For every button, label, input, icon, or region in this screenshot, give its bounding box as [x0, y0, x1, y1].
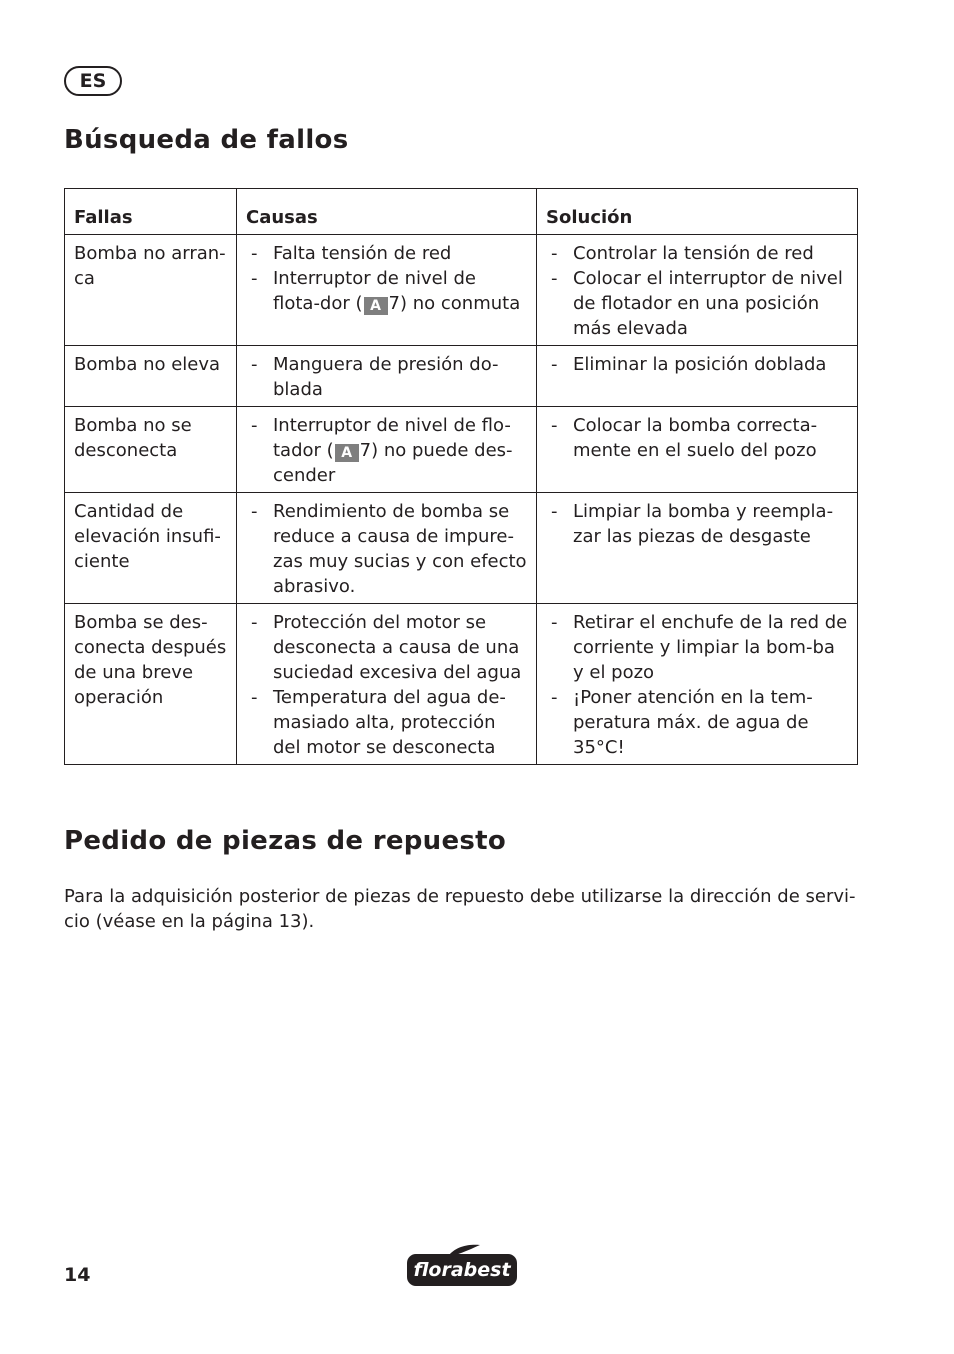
solution-item: - Controlar la tensión de red: [551, 241, 849, 266]
solutions-cell: [537, 604, 858, 765]
section-title-troubleshooting: Búsqueda de fallos: [64, 125, 349, 155]
cause-text-post: 7) no conmuta: [388, 293, 521, 314]
solutions-cell: [537, 235, 858, 346]
header-solucion: Solución: [537, 189, 858, 235]
cause-item: [251, 266, 528, 316]
cause-item: - Rendimiento de bomba se reduce a causa de impure-zas muy sucias y con efecto abrasivo.: [251, 499, 528, 599]
cause-item: [251, 413, 528, 488]
header-causas: Causas: [237, 189, 537, 235]
header-fallas: Fallas: [65, 189, 237, 235]
fault-cell: Cantidad de elevación insufi-ciente: [65, 493, 237, 604]
solution-item: - Retirar el enchufe de la red de corriente y limpiar la bom-ba y el pozo: [551, 610, 849, 685]
table-header-row: [65, 189, 858, 235]
troubleshooting-table: [64, 188, 858, 765]
section-title-spare-parts: Pedido de piezas de repuesto: [64, 826, 507, 856]
table-row: [65, 346, 858, 407]
table-row: [65, 235, 858, 346]
fault-cell: Bomba no eleva: [65, 346, 237, 407]
solution-item: - ¡Poner atención en la tem-peratura máx. de agua de 35°C!: [551, 685, 849, 760]
cause-item: - Temperatura del agua de-masiado alta, protección del motor se desconecta: [251, 685, 528, 760]
table-row: [65, 493, 858, 604]
fault-cell: Bomba no arran-ca: [65, 235, 237, 346]
fault-cell: Bomba no se desconecta: [65, 407, 237, 493]
solution-item: - Eliminar la posición doblada: [551, 352, 849, 377]
cause-item: - Manguera de presión do-blada: [251, 352, 528, 402]
solution-item: - Colocar la bomba correcta-mente en el suelo del pozo: [551, 413, 849, 463]
table-row: [65, 604, 858, 765]
causes-cell: [237, 235, 537, 346]
solutions-cell: [537, 346, 858, 407]
solution-item: - Limpiar la bomba y reempla-zar las piezas de desgaste: [551, 499, 849, 549]
page-number: 14: [64, 1264, 91, 1286]
table-row: [65, 407, 858, 493]
figure-ref-badge: A: [364, 297, 388, 315]
cause-text-post: 7) no puede des-cender: [273, 440, 513, 486]
causes-cell: [237, 493, 537, 604]
cause-text-pre: Interruptor de nivel de flo-tador (: [273, 415, 511, 461]
brand-logo: florabest: [407, 1254, 517, 1286]
cause-item: - Protección del motor se desconecta a causa de una suciedad excesiva del agua: [251, 610, 528, 685]
causes-cell: [237, 407, 537, 493]
causes-cell: [237, 604, 537, 765]
cause-item: - Falta tensión de red: [251, 241, 528, 266]
solutions-cell: [537, 407, 858, 493]
figure-ref-badge: A: [335, 444, 359, 462]
spare-parts-paragraph: Para la adquisición posterior de piezas de repuesto debe utilizarse la dirección de servi-cio (véase en la página 13).: [64, 886, 856, 932]
solution-item: - Colocar el interruptor de nivel de flotador en una posición más elevada: [551, 266, 849, 341]
language-badge: ES: [64, 66, 122, 96]
causes-cell: [237, 346, 537, 407]
cause-text-pre: Interruptor de nivel de flota-dor (: [273, 268, 476, 314]
fault-cell: Bomba se des-conecta después de una breve operación: [65, 604, 237, 765]
solutions-cell: [537, 493, 858, 604]
